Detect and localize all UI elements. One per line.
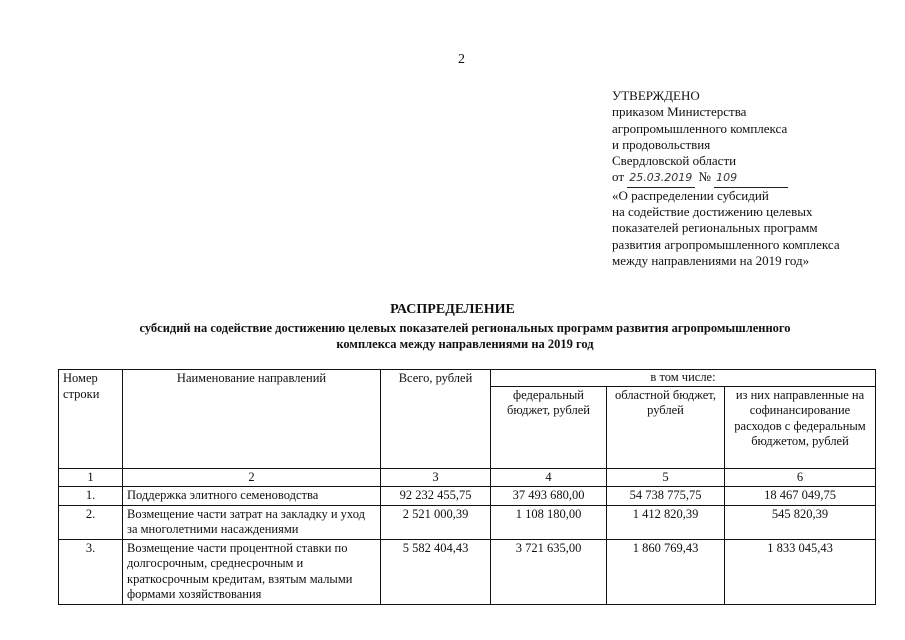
approval-line: на содействие достижению целевых (612, 204, 813, 220)
row-number: 1. (59, 487, 123, 506)
row-total: 2 521 000,39 (381, 505, 491, 539)
approval-line: Свердловской области (612, 153, 737, 169)
row-direction-name: Возмещение части процентной ставки по долгосрочным, среднесрочным и краткосрочным кредитам, взятым малыми формами хозяйствования (123, 539, 381, 604)
row-federal: 1 108 180,00 (491, 505, 607, 539)
header-row (59, 370, 876, 387)
row-number: 2. (59, 505, 123, 539)
row-direction-name: Поддержка элитного семеноводства (123, 487, 381, 506)
column-number: 5 (607, 468, 725, 487)
table-row (59, 505, 876, 539)
row-cofinancing: 545 820,39 (725, 505, 876, 539)
column-number: 1 (59, 468, 123, 487)
row-regional: 54 738 775,75 (607, 487, 725, 506)
header-total: Всего, рублей (381, 370, 491, 469)
approval-line: агропромышленного комплекса (612, 120, 788, 136)
handwritten-date: 25.03.2019 (627, 170, 695, 187)
document-title: РАСПРЕДЕЛЕНИЕ (390, 302, 515, 317)
row-regional: 1 860 769,43 (607, 539, 725, 604)
approval-line: между направлениями на 2019 год» (612, 252, 810, 268)
column-number: 6 (725, 468, 876, 487)
row-direction-name: Возмещение части затрат на закладку и уход за многолетними насаждениями (123, 505, 381, 539)
document-subtitle (70, 320, 860, 352)
page-number: 2 (458, 52, 465, 67)
row-cofinancing: 18 467 049,75 (725, 487, 876, 506)
approval-line: «О распределении субсидий (612, 187, 769, 203)
column-number: 3 (381, 468, 491, 487)
column-number-row (59, 468, 876, 487)
approval-line: показателей региональных программ (612, 220, 818, 236)
header-federal: федеральный бюджет, рублей (491, 386, 607, 468)
table-row (59, 539, 876, 604)
row-number: 3. (59, 539, 123, 604)
subtitle-line: субсидий на содействие достижению целевых показателей региональных программ развития агропромышленного (139, 321, 791, 335)
distribution-table (58, 369, 876, 605)
header-direction: Наименование направлений (123, 370, 381, 469)
row-total: 92 232 455,75 (381, 487, 491, 506)
approval-line: развития агропромышленного комплекса (612, 236, 840, 252)
header-cofinancing: из них направленные на софинансирование расходов с федеральным бюджетом, рублей (725, 386, 876, 468)
header-including: в том числе: (491, 370, 876, 387)
handwritten-number: 109 (714, 170, 788, 187)
table-row (59, 487, 876, 506)
approval-block (612, 88, 840, 269)
column-number: 2 (123, 468, 381, 487)
column-number: 4 (491, 468, 607, 487)
approval-date-line (612, 169, 840, 187)
approval-line: УТВЕРЖДЕНО (612, 88, 700, 103)
row-regional: 1 412 820,39 (607, 505, 725, 539)
row-cofinancing: 1 833 045,43 (725, 539, 876, 604)
date-prefix: от (612, 169, 625, 185)
approval-line: приказом Министерства (612, 104, 747, 120)
row-total: 5 582 404,43 (381, 539, 491, 604)
row-federal: 37 493 680,00 (491, 487, 607, 506)
number-prefix: № (698, 169, 711, 185)
header-row-number: Номер строки (59, 370, 123, 469)
approval-line: и продовольствия (612, 136, 711, 152)
header-regional: областной бюджет, рублей (607, 386, 725, 468)
row-federal: 3 721 635,00 (491, 539, 607, 604)
subtitle-line: комплекса между направлениями на 2019 год (336, 337, 594, 351)
